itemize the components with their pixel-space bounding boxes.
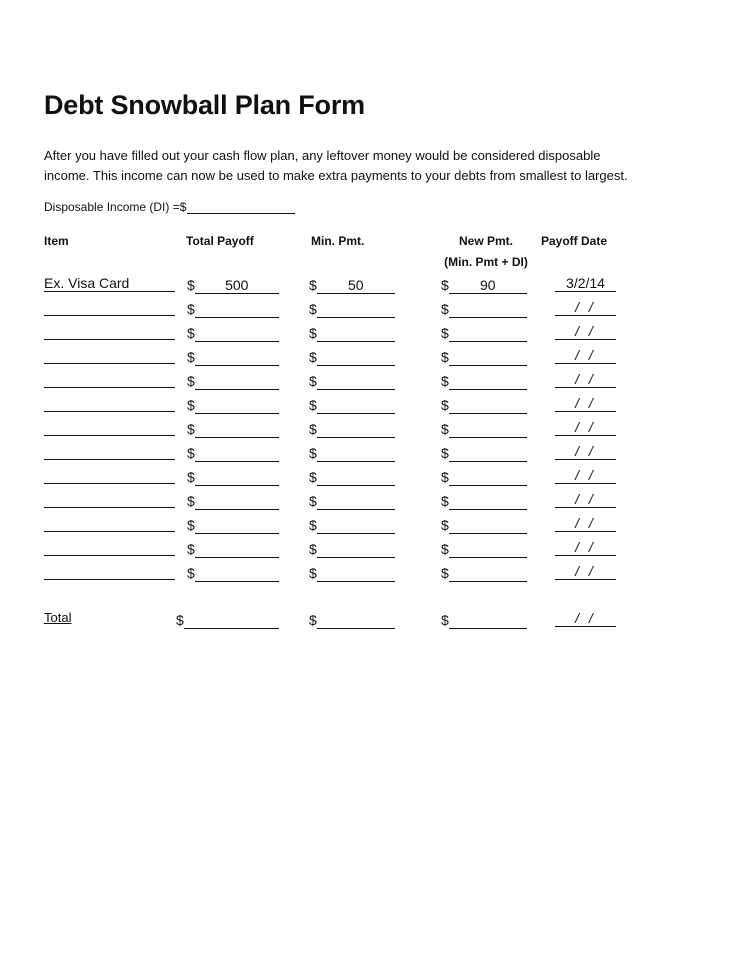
new-pmt-field[interactable]	[441, 418, 527, 438]
item-field[interactable]	[44, 322, 175, 340]
min-pmt-field[interactable]	[309, 322, 395, 342]
intro-line-1: After you have filled out your cash flow plan, any leftover money would be considered disposable	[44, 148, 601, 163]
min-pmt-field[interactable]	[309, 562, 395, 582]
new-pmt-field[interactable]	[441, 466, 527, 486]
item-field[interactable]	[44, 490, 175, 508]
dollar-sign: $	[309, 373, 317, 389]
dollar-sign: $	[441, 565, 449, 581]
dollar-sign: $	[309, 397, 317, 413]
date-slashes: / /	[575, 443, 596, 459]
dollar-sign: $	[441, 517, 449, 533]
new-pmt-field[interactable]	[441, 562, 527, 582]
payoff-date-field[interactable]	[555, 442, 616, 460]
total-payoff-field[interactable]	[187, 490, 279, 510]
dollar-sign: $	[309, 421, 317, 437]
new-pmt-blank	[449, 396, 527, 414]
min-pmt-field[interactable]	[309, 466, 395, 486]
min-pmt-value: 50	[317, 276, 395, 294]
payoff-date-field[interactable]	[555, 490, 616, 508]
min-pmt-field[interactable]	[309, 346, 395, 366]
total-payoff-blank	[195, 324, 279, 342]
total-payoff-field[interactable]	[187, 394, 279, 414]
payoff-date-field[interactable]	[555, 562, 616, 580]
dollar-sign: $	[309, 445, 317, 461]
date-slashes: / /	[575, 491, 596, 507]
new-pmt-field[interactable]	[441, 538, 527, 558]
total-payoff-field[interactable]	[187, 514, 279, 534]
min-pmt-blank	[317, 564, 395, 582]
disposable-income-field	[44, 200, 295, 214]
dollar-sign: $	[441, 301, 449, 317]
new-pmt-blank	[449, 300, 527, 318]
dollar-sign: $	[187, 349, 195, 365]
item-field[interactable]	[44, 298, 175, 316]
item-field[interactable]	[44, 370, 175, 388]
min-pmt-blank	[317, 492, 395, 510]
min-pmt-blank	[317, 444, 395, 462]
item-field[interactable]	[44, 394, 175, 412]
header-new-pmt-sub: (Min. Pmt + DI)	[444, 255, 528, 269]
min-pmt-blank	[317, 300, 395, 318]
item-field[interactable]	[44, 418, 175, 436]
total-label: Total	[44, 610, 72, 625]
total-payoff-blank	[195, 540, 279, 558]
dollar-sign: $	[309, 517, 317, 533]
dollar-sign: $	[441, 612, 449, 628]
dollar-sign: $	[187, 373, 195, 389]
dollar-sign: $	[187, 445, 195, 461]
date-slashes: / /	[575, 515, 596, 531]
new-pmt-blank	[449, 444, 527, 462]
dollar-sign: $	[441, 541, 449, 557]
new-pmt-sum-value	[449, 611, 527, 629]
total-payoff-blank	[195, 396, 279, 414]
dollar-sign: $	[309, 493, 317, 509]
dollar-sign: $	[441, 397, 449, 413]
new-pmt-sum-field[interactable]	[441, 609, 527, 629]
total-payoff-value: 500	[195, 276, 279, 294]
new-pmt-value: 90	[449, 276, 527, 294]
min-pmt-field[interactable]	[309, 490, 395, 510]
date-slashes: / /	[575, 419, 596, 435]
total-payoff-date-field[interactable]	[555, 609, 616, 627]
new-pmt-field[interactable]	[441, 274, 527, 294]
table-row	[0, 322, 749, 342]
header-total-payoff: Total Payoff	[186, 234, 254, 248]
intro-paragraph	[44, 146, 684, 186]
new-pmt-field[interactable]	[441, 442, 527, 462]
min-pmt-field[interactable]	[309, 514, 395, 534]
dollar-sign: $	[187, 397, 195, 413]
min-pmt-field[interactable]	[309, 538, 395, 558]
new-pmt-blank	[449, 492, 527, 510]
new-pmt-blank	[449, 564, 527, 582]
min-pmt-field[interactable]	[309, 442, 395, 462]
min-pmt-blank	[317, 516, 395, 534]
dollar-sign: $	[187, 469, 195, 485]
new-pmt-blank	[449, 468, 527, 486]
new-pmt-blank	[449, 420, 527, 438]
date-slashes: / /	[575, 347, 596, 363]
payoff-date-field[interactable]	[555, 298, 616, 316]
dollar-sign: $	[309, 541, 317, 557]
total-payoff-field[interactable]	[187, 298, 279, 318]
new-pmt-field[interactable]	[441, 370, 527, 390]
new-pmt-field[interactable]	[441, 514, 527, 534]
dollar-sign: $	[441, 469, 449, 485]
item-field[interactable]	[44, 562, 175, 580]
total-payoff-blank	[195, 516, 279, 534]
date-slashes: / /	[575, 539, 596, 555]
dollar-sign: $	[187, 301, 195, 317]
new-pmt-blank	[449, 516, 527, 534]
dollar-sign: $	[441, 445, 449, 461]
dollar-sign: $	[187, 517, 195, 533]
total-payoff-blank	[195, 492, 279, 510]
dollar-sign: $	[187, 325, 195, 341]
date-slashes: / /	[575, 610, 596, 626]
min-pmt-sum-field[interactable]	[309, 609, 395, 629]
dollar-sign: $	[309, 349, 317, 365]
total-payoff-field[interactable]	[187, 418, 279, 438]
item-field[interactable]	[44, 514, 175, 532]
item-field[interactable]	[44, 346, 175, 364]
dollar-sign: $	[441, 493, 449, 509]
table-row	[0, 562, 749, 582]
min-pmt-blank	[317, 372, 395, 390]
total-payoff-sum-value	[184, 611, 279, 629]
header-new-pmt: New Pmt.	[458, 234, 513, 248]
item-field[interactable]	[44, 442, 175, 460]
table-row	[0, 370, 749, 390]
total-payoff-field[interactable]	[187, 442, 279, 462]
total-payoff-field[interactable]	[187, 466, 279, 486]
new-pmt-field[interactable]	[441, 490, 527, 510]
total-payoff-field[interactable]	[187, 538, 279, 558]
min-pmt-blank	[317, 396, 395, 414]
payoff-date-field[interactable]: 3/2/14	[555, 274, 616, 292]
table-row	[0, 466, 749, 486]
payoff-date-field[interactable]	[555, 370, 616, 388]
item-field[interactable]	[44, 538, 175, 556]
min-pmt-blank	[317, 420, 395, 438]
date-slashes: / /	[575, 395, 596, 411]
min-pmt-field[interactable]	[309, 394, 395, 414]
new-pmt-field[interactable]	[441, 298, 527, 318]
table-row	[0, 346, 749, 366]
min-pmt-field[interactable]	[309, 418, 395, 438]
total-payoff-field[interactable]	[187, 562, 279, 582]
payoff-date-field[interactable]	[555, 514, 616, 532]
dollar-sign: $	[187, 277, 195, 293]
dollar-sign: $	[441, 349, 449, 365]
total-payoff-field[interactable]	[187, 346, 279, 366]
min-pmt-field[interactable]	[309, 298, 395, 318]
total-payoff-field[interactable]	[187, 322, 279, 342]
dollar-sign: $	[309, 469, 317, 485]
table-row	[0, 514, 749, 534]
date-slashes: / /	[575, 299, 596, 315]
total-payoff-blank	[195, 444, 279, 462]
min-pmt-sum-value	[317, 611, 395, 629]
min-pmt-blank	[317, 348, 395, 366]
total-payoff-blank	[195, 372, 279, 390]
min-pmt-blank	[317, 468, 395, 486]
dollar-sign: $	[309, 612, 317, 628]
intro-line-2: income. This income can now be used to make extra payments to your debts from smallest to largest.	[44, 168, 628, 183]
dollar-sign: $	[441, 421, 449, 437]
table-row	[0, 490, 749, 510]
item-field[interactable]: Ex. Visa Card	[44, 274, 175, 292]
dollar-sign: $	[309, 565, 317, 581]
min-pmt-field[interactable]	[309, 370, 395, 390]
date-slashes: / /	[575, 323, 596, 339]
table-row	[0, 442, 749, 462]
new-pmt-field[interactable]	[441, 394, 527, 414]
total-payoff-blank	[195, 564, 279, 582]
total-payoff-field[interactable]	[187, 370, 279, 390]
table-row	[0, 298, 749, 318]
total-payoff-field[interactable]	[187, 274, 279, 294]
header-payoff-date: Payoff Date	[541, 234, 608, 248]
dollar-sign: $	[441, 277, 449, 293]
new-pmt-field[interactable]	[441, 346, 527, 366]
dollar-sign: $	[309, 277, 317, 293]
table-row	[0, 418, 749, 438]
dollar-sign: $	[441, 325, 449, 341]
dollar-sign: $	[309, 301, 317, 317]
total-payoff-blank	[195, 348, 279, 366]
payoff-date-field[interactable]	[555, 394, 616, 412]
dollar-sign: $	[187, 565, 195, 581]
table-row	[0, 538, 749, 558]
new-pmt-blank	[449, 324, 527, 342]
total-payoff-blank	[195, 300, 279, 318]
page-title: Debt Snowball Plan Form	[44, 90, 365, 120]
min-pmt-field[interactable]	[309, 274, 395, 294]
date-slashes: / /	[575, 467, 596, 483]
header-item: Item	[44, 234, 69, 248]
dollar-sign: $	[309, 325, 317, 341]
disposable-income-input[interactable]	[187, 200, 295, 214]
new-pmt-blank	[449, 540, 527, 558]
payoff-date-field[interactable]	[555, 346, 616, 364]
total-payoff-blank	[195, 420, 279, 438]
item-field[interactable]	[44, 466, 175, 484]
payoff-date-field[interactable]	[555, 418, 616, 436]
header-min-pmt: Min. Pmt.	[311, 234, 365, 248]
dollar-sign: $	[176, 612, 184, 628]
min-pmt-blank	[317, 324, 395, 342]
date-slashes: / /	[575, 371, 596, 387]
date-slashes: / /	[575, 563, 596, 579]
dollar-sign: $	[187, 493, 195, 509]
new-pmt-field[interactable]	[441, 322, 527, 342]
new-pmt-blank	[449, 348, 527, 366]
dollar-sign: $	[187, 541, 195, 557]
table-row	[0, 394, 749, 414]
dollar-sign: $	[187, 421, 195, 437]
disposable-income-label: Disposable Income (DI) =$	[44, 200, 187, 214]
payoff-date-field[interactable]	[555, 538, 616, 556]
total-row	[0, 609, 749, 629]
total-payoff-blank	[195, 468, 279, 486]
new-pmt-blank	[449, 372, 527, 390]
payoff-date-field[interactable]	[555, 322, 616, 340]
min-pmt-blank	[317, 540, 395, 558]
total-payoff-sum-field[interactable]	[176, 609, 279, 629]
table-row-example	[0, 274, 749, 294]
dollar-sign: $	[441, 373, 449, 389]
payoff-date-field[interactable]	[555, 466, 616, 484]
